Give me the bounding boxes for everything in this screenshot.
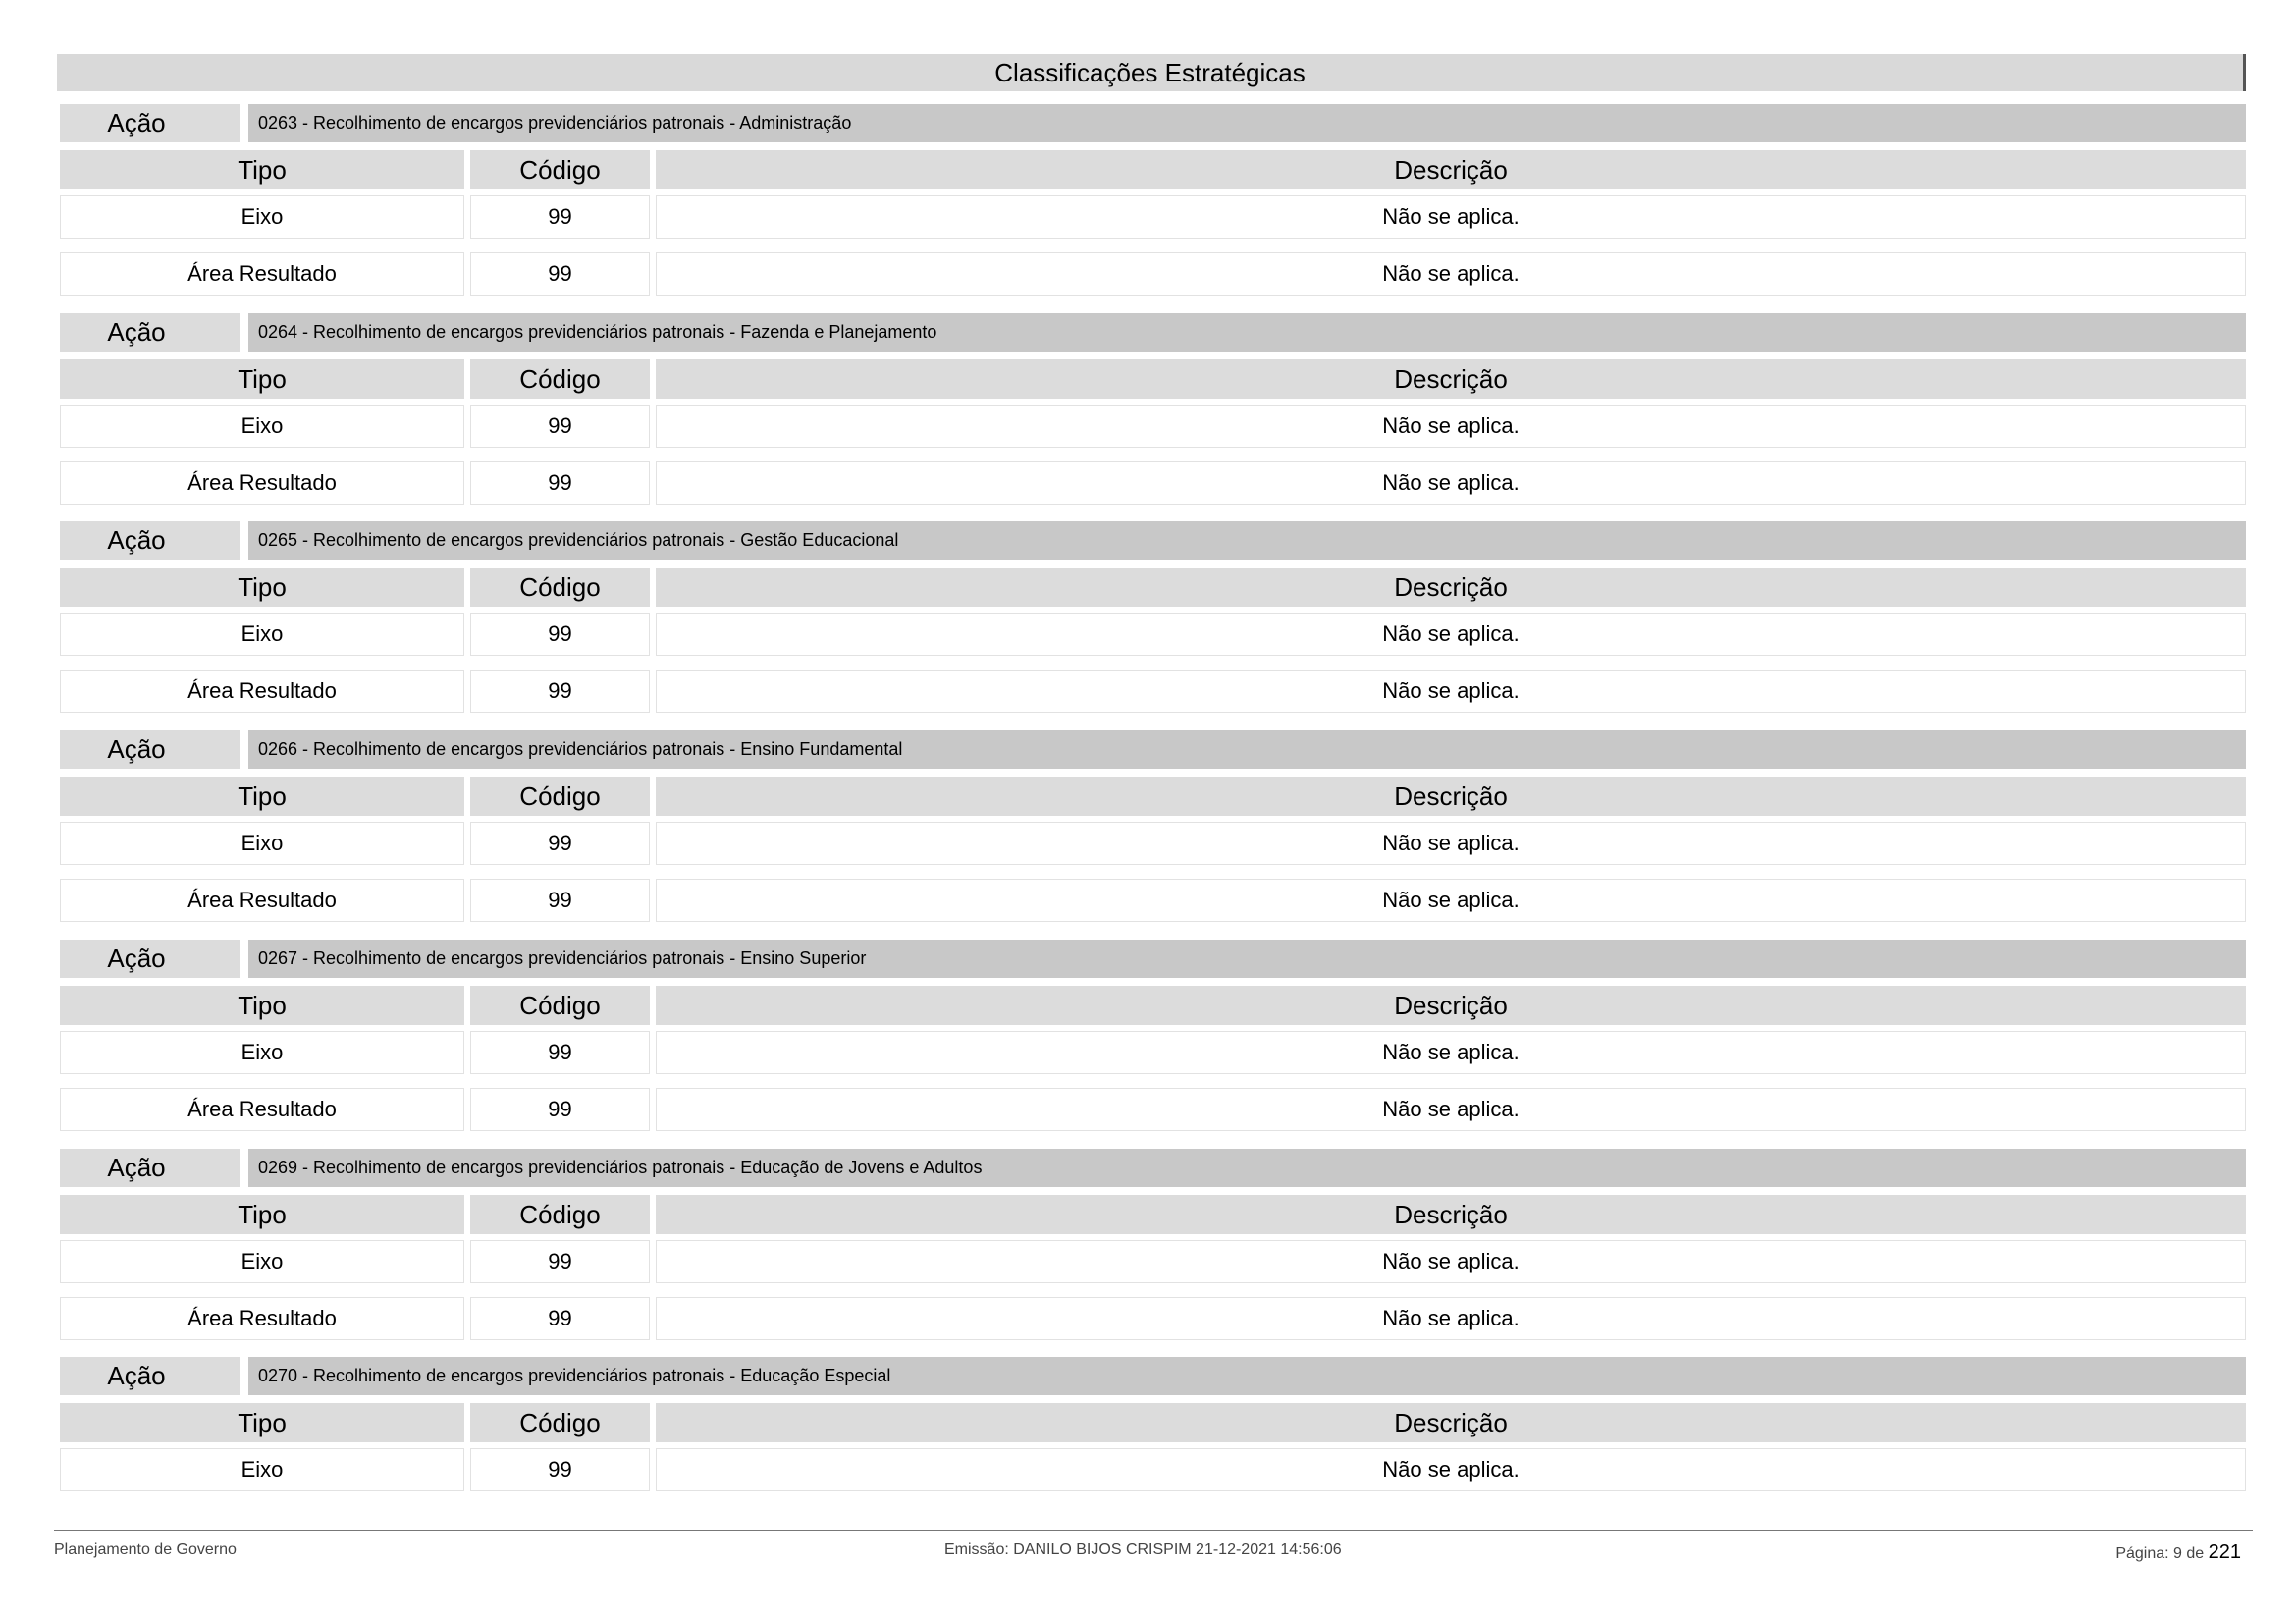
cell-codigo: 99 (470, 252, 650, 296)
cell-descricao: Não se aplica. (656, 195, 2246, 239)
cell-codigo: 99 (470, 1031, 650, 1074)
cell-codigo: 99 (470, 1448, 650, 1491)
cell-descricao: Não se aplica. (656, 1031, 2246, 1074)
footer-emission: Emissão: DANILO BIJOS CRISPIM 21-12-2021 14:56:06 (944, 1542, 1342, 1558)
column-header-descricao: Descrição (656, 359, 2246, 399)
acao-section (0, 521, 2296, 730)
column-header-tipo: Tipo (60, 150, 464, 189)
acao-title: 0266 - Recolhimento de encargos previdenciários patronais - Ensino Fundamental (248, 730, 2246, 769)
acao-section (0, 730, 2296, 939)
column-header-tipo: Tipo (60, 1403, 464, 1442)
cell-codigo: 99 (470, 461, 650, 505)
cell-descricao: Não se aplica. (656, 252, 2246, 296)
cell-tipo: Eixo (60, 1031, 464, 1074)
cell-codigo: 99 (470, 613, 650, 656)
cell-descricao: Não se aplica. (656, 1448, 2246, 1491)
cell-codigo: 99 (470, 670, 650, 713)
footer-divider (54, 1530, 2253, 1531)
report-title: Classificações Estratégicas (57, 54, 2246, 91)
cell-descricao: Não se aplica. (656, 405, 2246, 448)
column-header-codigo: Código (470, 1195, 650, 1234)
column-header-descricao: Descrição (656, 1195, 2246, 1234)
cell-descricao: Não se aplica. (656, 461, 2246, 505)
cell-tipo: Área Resultado (60, 879, 464, 922)
cell-tipo: Eixo (60, 613, 464, 656)
column-header-codigo: Código (470, 1403, 650, 1442)
cell-codigo: 99 (470, 879, 650, 922)
footer-page-total: 221 (2208, 1542, 2241, 1563)
footer-system-name: Planejamento de Governo (54, 1542, 237, 1558)
cell-tipo: Área Resultado (60, 461, 464, 505)
column-header-codigo: Código (470, 568, 650, 607)
cell-descricao: Não se aplica. (656, 1240, 2246, 1283)
acao-title: 0269 - Recolhimento de encargos previdenciários patronais - Educação de Jovens e Adultos (248, 1149, 2246, 1187)
cell-descricao: Não se aplica. (656, 670, 2246, 713)
column-header-tipo: Tipo (60, 359, 464, 399)
cell-descricao: Não se aplica. (656, 879, 2246, 922)
column-header-descricao: Descrição (656, 986, 2246, 1025)
acao-section (0, 104, 2296, 312)
acao-label: Ação (60, 730, 240, 769)
cell-tipo: Eixo (60, 1240, 464, 1283)
cell-tipo: Eixo (60, 1448, 464, 1491)
cell-codigo: 99 (470, 405, 650, 448)
acao-label: Ação (60, 313, 240, 352)
footer-page-prefix: Página: 9 de (2115, 1545, 2205, 1562)
cell-descricao: Não se aplica. (656, 1297, 2246, 1340)
column-header-tipo: Tipo (60, 777, 464, 816)
acao-title: 0265 - Recolhimento de encargos previdenciários patronais - Gestão Educacional (248, 521, 2246, 560)
acao-title: 0270 - Recolhimento de encargos previdenciários patronais - Educação Especial (248, 1357, 2246, 1395)
acao-section (0, 1149, 2296, 1357)
column-header-descricao: Descrição (656, 1403, 2246, 1442)
acao-label: Ação (60, 104, 240, 142)
acao-section (0, 940, 2296, 1148)
cell-descricao: Não se aplica. (656, 822, 2246, 865)
acao-label: Ação (60, 1149, 240, 1187)
cell-codigo: 99 (470, 1240, 650, 1283)
column-header-codigo: Código (470, 986, 650, 1025)
cell-descricao: Não se aplica. (656, 613, 2246, 656)
acao-section (0, 1357, 2296, 1565)
column-header-descricao: Descrição (656, 568, 2246, 607)
column-header-codigo: Código (470, 150, 650, 189)
acao-section (0, 313, 2296, 521)
cell-tipo: Eixo (60, 405, 464, 448)
cell-tipo: Área Resultado (60, 1088, 464, 1131)
cell-codigo: 99 (470, 822, 650, 865)
acao-title: 0264 - Recolhimento de encargos previdenciários patronais - Fazenda e Planejamento (248, 313, 2246, 352)
acao-label: Ação (60, 940, 240, 978)
cell-tipo: Eixo (60, 195, 464, 239)
acao-title: 0267 - Recolhimento de encargos previdenciários patronais - Ensino Superior (248, 940, 2246, 978)
acao-title: 0263 - Recolhimento de encargos previdenciários patronais - Administração (248, 104, 2246, 142)
column-header-tipo: Tipo (60, 986, 464, 1025)
acao-label: Ação (60, 1357, 240, 1395)
acao-label: Ação (60, 521, 240, 560)
cell-codigo: 99 (470, 1297, 650, 1340)
cell-tipo: Área Resultado (60, 252, 464, 296)
cell-codigo: 99 (470, 1088, 650, 1131)
column-header-descricao: Descrição (656, 150, 2246, 189)
column-header-tipo: Tipo (60, 568, 464, 607)
cell-codigo: 99 (470, 195, 650, 239)
column-header-codigo: Código (470, 777, 650, 816)
cell-descricao: Não se aplica. (656, 1088, 2246, 1131)
column-header-descricao: Descrição (656, 777, 2246, 816)
column-header-tipo: Tipo (60, 1195, 464, 1234)
column-header-codigo: Código (470, 359, 650, 399)
cell-tipo: Eixo (60, 822, 464, 865)
footer-pagination (2115, 1542, 2241, 1564)
cell-tipo: Área Resultado (60, 670, 464, 713)
cell-tipo: Área Resultado (60, 1297, 464, 1340)
